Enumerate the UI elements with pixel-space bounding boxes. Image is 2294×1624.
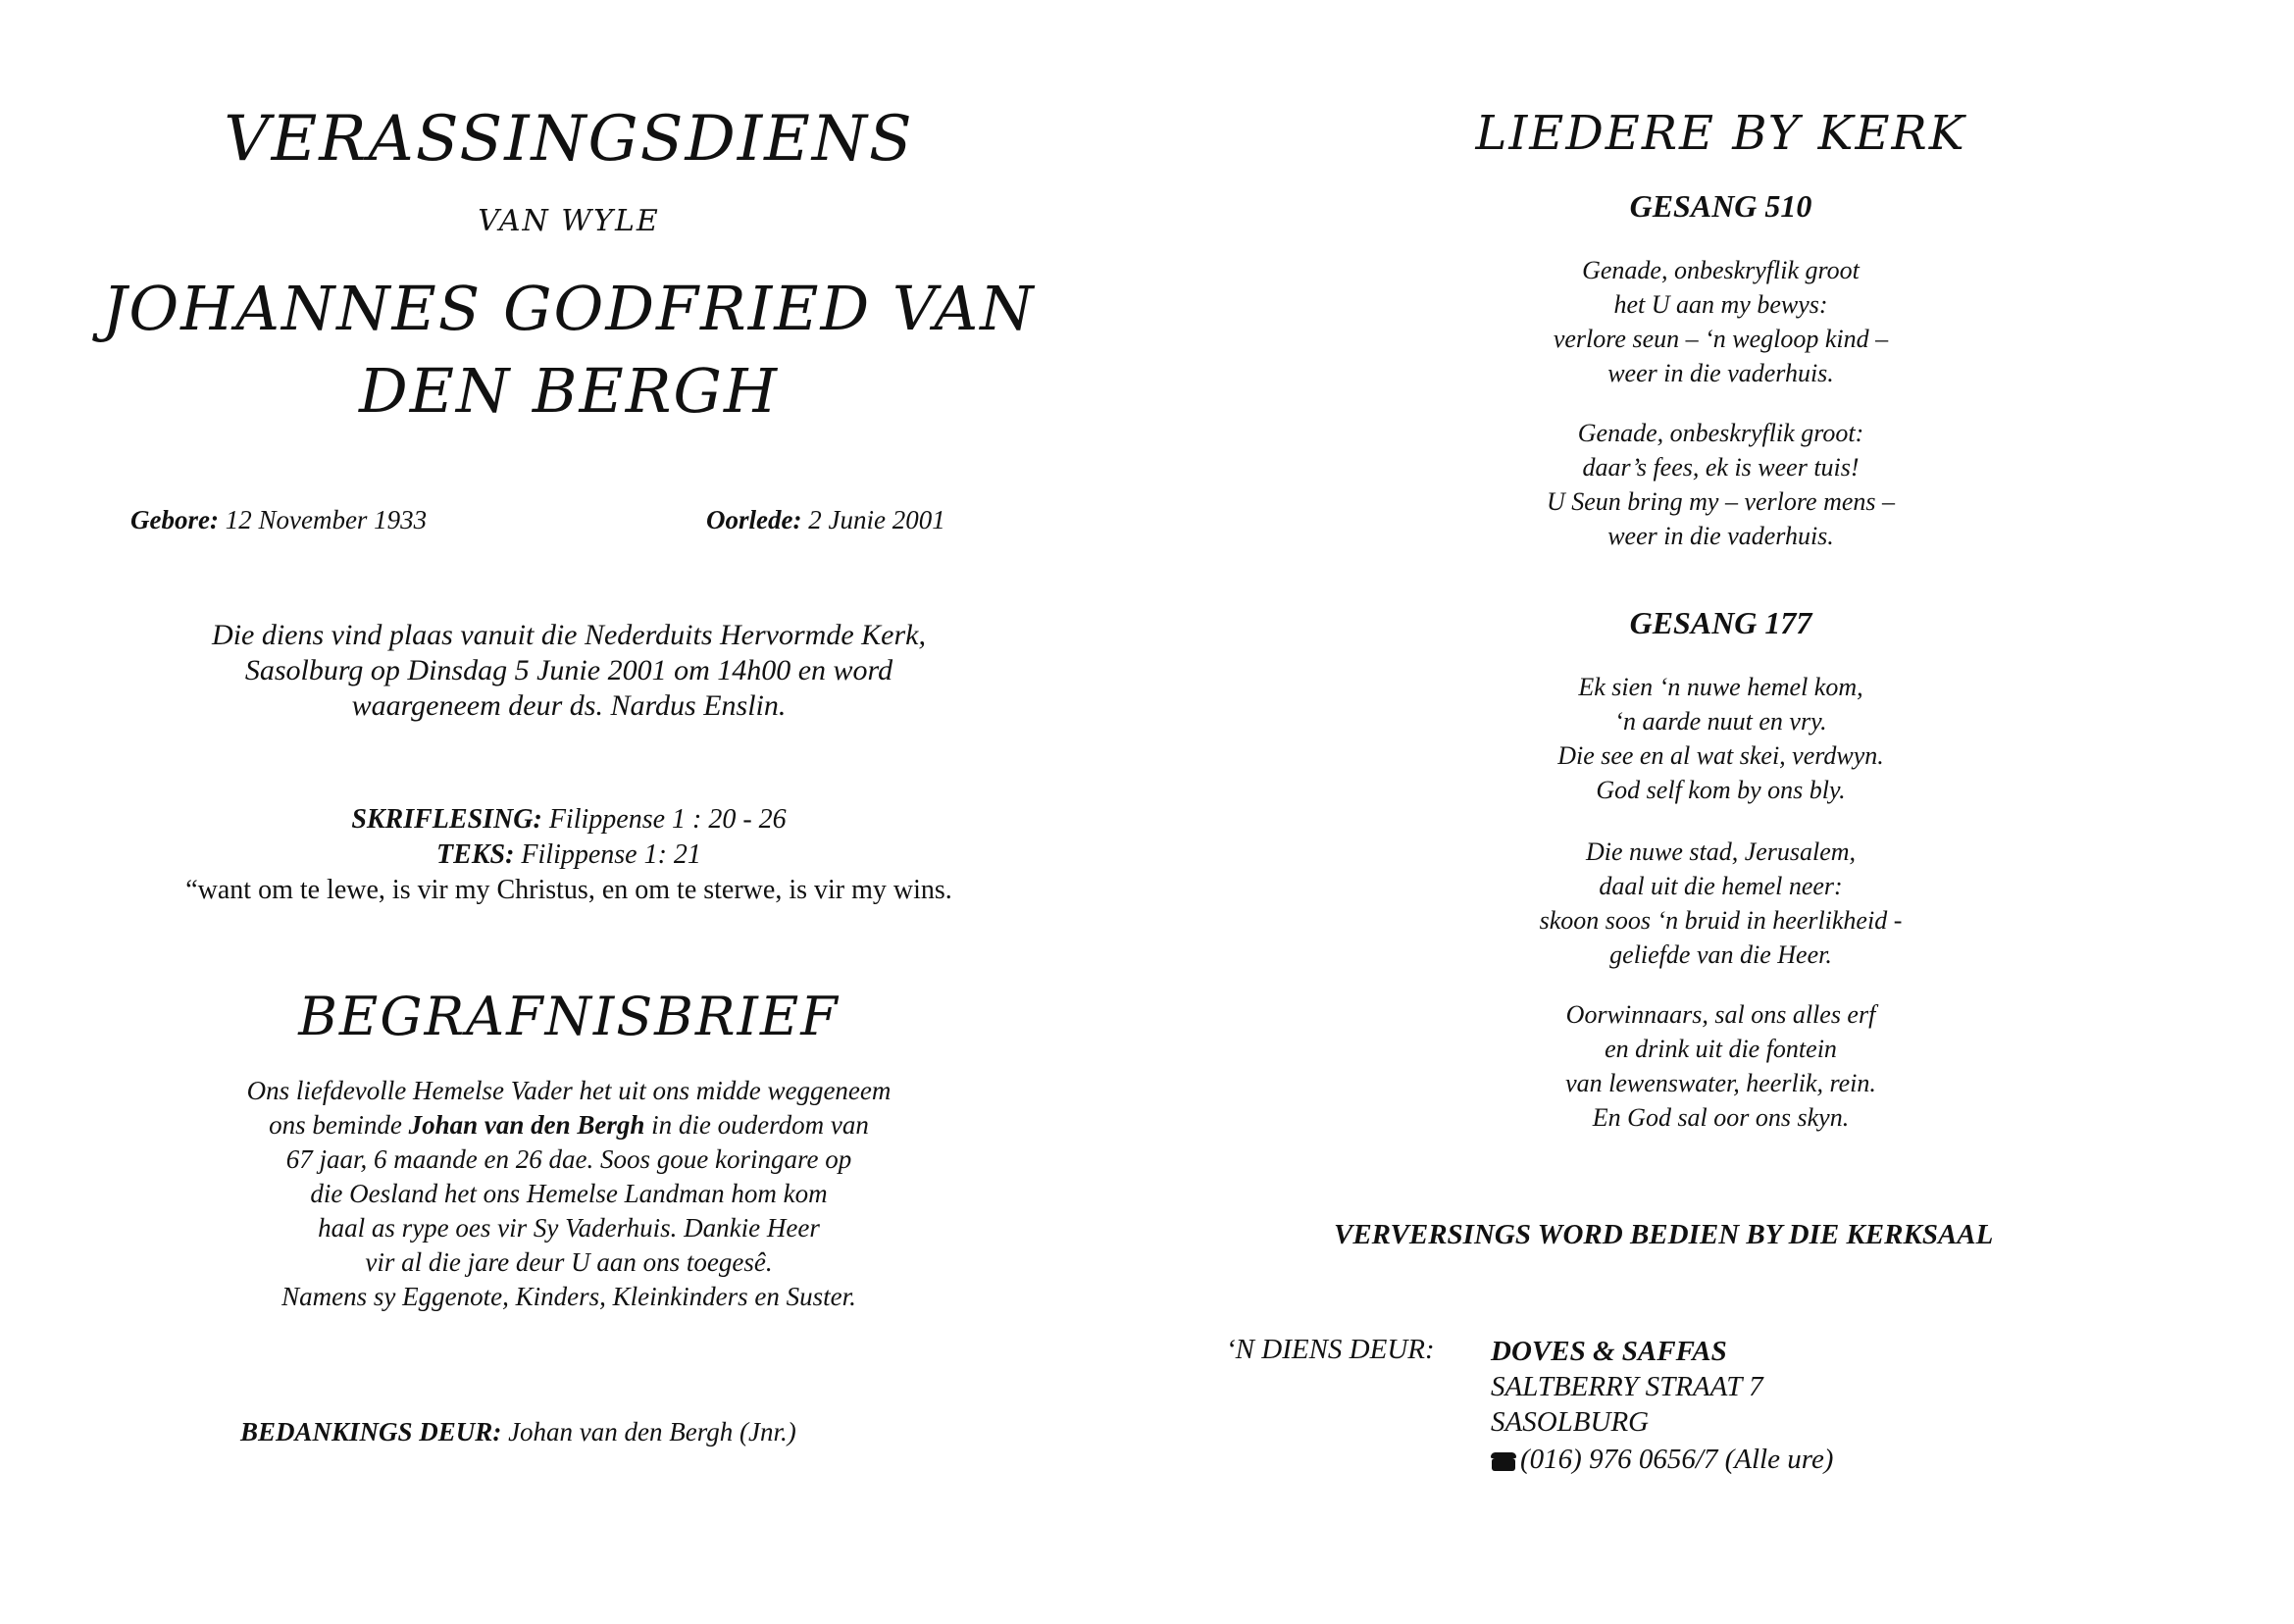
service-line: waargeneem deur ds. Nardus Enslin. [351,689,787,722]
verse-line: En God sal oor ons skyn. [1592,1103,1850,1132]
funeral-letter-body [0,1074,1138,1314]
birth-value: 12 November 1933 [218,505,428,534]
letter-line: Ons liefdevolle Hemelse Vader het uit ons midde weggeneem [246,1076,892,1105]
death-label: Oorlede: [706,505,802,534]
hymn-177-verse-1 [1147,670,2294,807]
undertaker-town: SASOLBURG [1491,1406,1650,1438]
verse-line: ‘n aarde nuut en vry. [1614,707,1827,736]
reading-label: SKRIFLESING: [351,804,542,835]
letter-line: haal as rype oes vir Sy Vaderhuis. Dankie Heer [318,1213,820,1243]
verse-line: Ek sien ‘n nuwe hemel kom, [1578,673,1863,701]
verse-line: U Seun bring my – verlore mens – [1546,487,1896,516]
death-value: 2 Junie 2001 [801,505,945,534]
service-title: VERASSINGSDIENS [224,103,914,176]
songs-heading: LIEDERE BY KERK [1475,106,1966,161]
hymn-177-verse-2 [1147,835,2294,972]
verse-line: Oorwinnaars, sal ons alles erf [1565,1000,1876,1029]
verse-line: Die see en al wat skei, verdwyn. [1557,741,1884,770]
deceased-name-line1: JOHANNES GODFRIED VAN [102,273,1036,344]
verse-line: verlore seun – ‘n wegloop kind – [1553,325,1889,353]
hymn-177-title: GESANG 177 [1629,605,1812,640]
letter-text: in die ouderdom van [644,1110,869,1140]
text-value: Filippense 1: 21 [514,839,701,870]
verse-line: skoon soos ‘n bruid in heerlikheid - [1539,906,1903,935]
deceased-short-name: Johan van den Bergh [408,1110,645,1140]
verse-line: van lewenswater, heerlik, rein. [1565,1069,1876,1097]
death-date [706,505,945,535]
reading-value: Filippense 1 : 20 - 26 [541,804,787,835]
text-label: TEKS: [436,839,515,870]
scripture-text [0,837,1138,873]
verse-line: geliefde van die Heer. [1609,940,1832,969]
undertaker-street: SALTBERRY STRAAT 7 [1491,1371,1763,1402]
hymn-510-verse-2 [1147,416,2294,553]
service-details [0,618,1138,724]
scripture-reading [0,802,1138,837]
verse-line: daal uit die hemel neer: [1599,872,1843,900]
verse-line: het U aan my bewys: [1613,290,1828,319]
birth-label: Gebore: [130,505,219,534]
undertaker-phone-line [1491,1442,1833,1477]
funeral-letter-heading: BEGRAFNISBRIEF [298,986,840,1047]
hymn-177-verse-3 [1147,997,2294,1135]
undertaker-name: DOVES & SAFFAS [1491,1336,1727,1367]
letter-line: 67 jaar, 6 maande en 26 dae. Soos goue koringare op [285,1144,852,1174]
verse-line: God self kom by ons bly. [1596,776,1846,804]
right-page [1147,0,2294,1624]
service-by-label: ‘N DIENS DEUR: [1226,1334,1435,1365]
thanks-label: BEDANKINGS DEUR: [240,1417,502,1446]
scripture-block [0,802,1138,908]
letter-line: Namens sy Eggenote, Kinders, Kleinkinders en Suster. [281,1282,856,1311]
verse-line: weer in die vaderhuis. [1607,522,1834,550]
letter-line: vir al die jare deur U aan ons toegesê. [365,1247,773,1277]
telephone-icon [1491,1451,1516,1471]
thanks-value: Johan van den Bergh (Jnr.) [501,1417,796,1446]
letter-text: ons beminde [269,1110,409,1140]
verse-line: Genade, onbeskryflik groot: [1577,419,1864,447]
scripture-quote: “want om te lewe, is vir my Christus, en om te sterwe, is vir my wins. [185,875,952,905]
birth-date [130,505,427,535]
verse-line: en drink uit die fontein [1605,1035,1837,1063]
service-line: Die diens vind plaas vanuit die Nederduits Hervormde Kerk, [212,619,926,651]
service-subtitle: VAN WYLE [478,204,660,238]
verse-line: weer in die vaderhuis. [1607,359,1834,387]
verse-line: Genade, onbeskryflik groot [1582,256,1860,284]
left-page [0,0,1138,1624]
deceased-name-line2: DEN BERGH [358,355,780,427]
undertaker-phone: (016) 976 0656/7 (Alle ure) [1520,1444,1834,1475]
hymn-510-verse-1 [1147,253,2294,390]
refreshments-notice: VERVERSINGS WORD BEDIEN BY DIE KERKSAAL [1334,1219,1994,1250]
thanks-line [240,1417,796,1447]
hymn-510-title: GESANG 510 [1629,188,1812,224]
verse-line: daar’s fees, ek is weer tuis! [1582,453,1860,482]
letter-line: die Oesland het ons Hemelse Landman hom kom [310,1179,828,1208]
service-line: Sasolburg op Dinsdag 5 Junie 2001 om 14h00 en word [244,654,893,686]
letter-line [0,1108,1138,1142]
verse-line: Die nuwe stad, Jerusalem, [1585,837,1857,866]
